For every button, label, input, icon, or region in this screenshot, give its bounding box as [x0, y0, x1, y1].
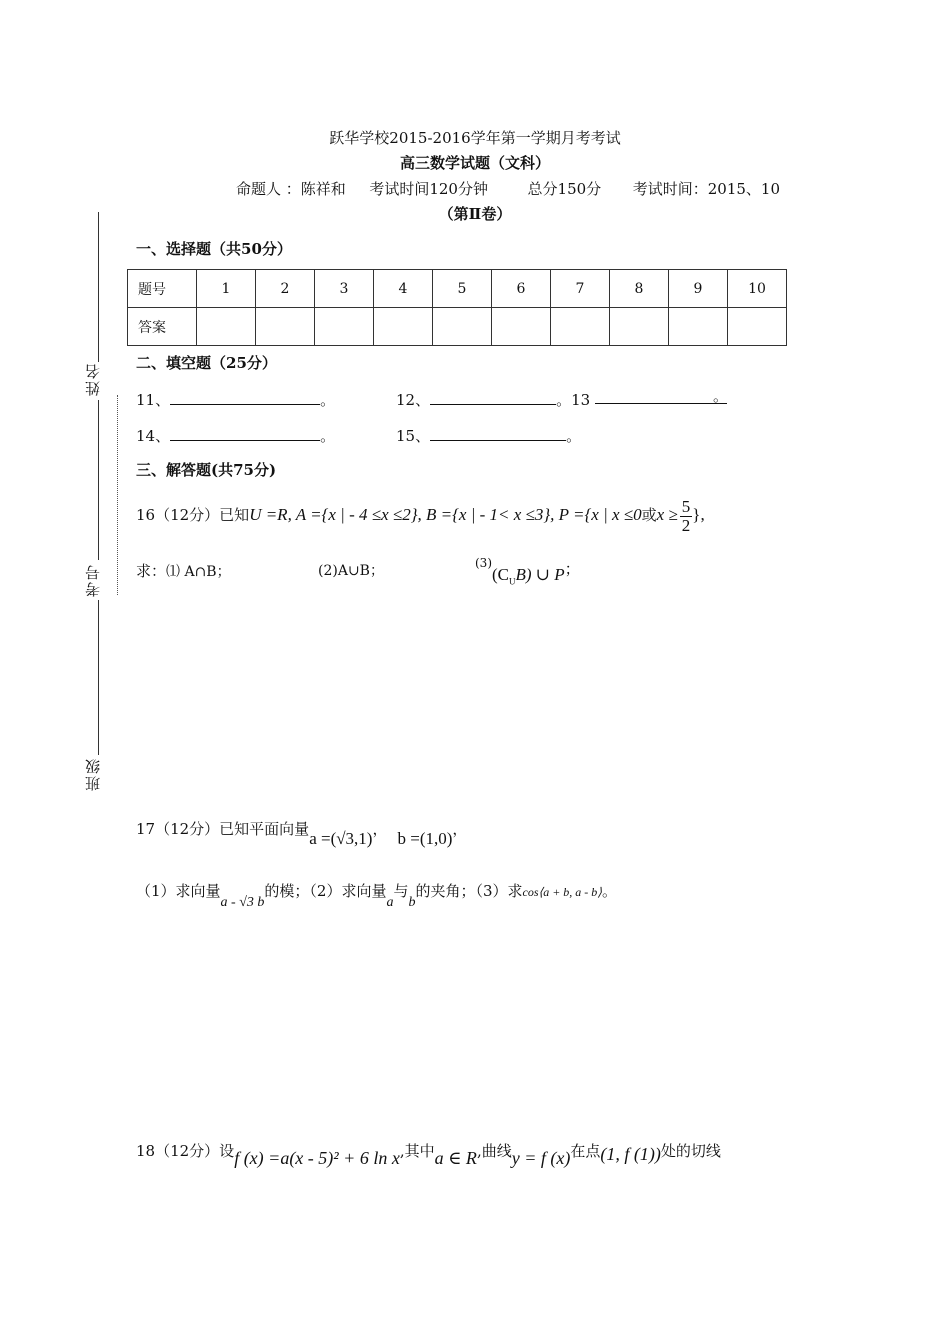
q16-part3-expr: [492, 565, 565, 587]
question-17: [136, 818, 468, 848]
q16-expr-rest: B) ∪ P: [515, 565, 565, 584]
question-number: 6: [492, 270, 551, 308]
answer-cell[interactable]: [433, 308, 492, 346]
q18-prefix: 18（12分）设: [136, 1142, 235, 1160]
q17-part1-end: 的模；（2）求向量: [264, 882, 387, 900]
q17-parts: [136, 880, 617, 910]
q17-cos-expr: cos⟨a + b, a - b⟩: [522, 885, 602, 899]
table-row: [128, 308, 787, 346]
answer-cell[interactable]: [551, 308, 610, 346]
section2-heading: 二、填空题（25分）: [136, 354, 277, 372]
fill-q14: [136, 425, 335, 446]
q17-part1-expr: a - √3 b: [220, 895, 265, 910]
q12-blank[interactable]: [430, 390, 556, 405]
exam-meta: [236, 178, 780, 199]
question-number: 8: [610, 270, 669, 308]
q16-part3-end: ；: [564, 560, 580, 578]
q17-end: 。: [601, 882, 617, 900]
binding-line-top: [98, 212, 99, 362]
answer-table: [127, 269, 787, 346]
q17-b-symbol: b: [408, 895, 416, 910]
q16-close: },: [692, 505, 705, 524]
q16-ask-line: [136, 560, 231, 581]
question-number: 5: [433, 270, 492, 308]
exam-no-label: 考号: [84, 563, 102, 597]
q11-blank[interactable]: [170, 390, 320, 405]
period: 。: [712, 387, 728, 405]
name-label: 姓名: [84, 362, 102, 396]
q18-end: 处的切线: [660, 1142, 721, 1160]
q16-sets: U =R, A ={x | - 4 ≤x ≤2}, B ={x | - 1< x ≤3}, P ={x | x ≤0: [249, 505, 642, 524]
q16-part3: [475, 556, 580, 587]
question-number: 7: [551, 270, 610, 308]
meta-date: 考试时间：2015、10: [632, 180, 781, 198]
q15-label: 15、: [396, 427, 431, 445]
q18-curve: ,曲线: [476, 1142, 512, 1160]
fill-q12-q13: [396, 389, 727, 410]
q18-mid: ,其中: [399, 1142, 435, 1160]
answer-cell[interactable]: [669, 308, 728, 346]
answer-cell[interactable]: [728, 308, 787, 346]
question-16: [136, 497, 705, 535]
q16-frac-num: 5: [681, 496, 691, 516]
class-label: 班级: [84, 757, 102, 791]
q13-blank[interactable]: [595, 389, 727, 404]
q14-blank[interactable]: [170, 426, 320, 441]
q12-label: 12、: [396, 391, 431, 409]
exam-no-write-line: [98, 600, 99, 755]
q16-part2: (2)A∪B；: [318, 563, 384, 579]
q15-blank[interactable]: [430, 426, 566, 441]
q16-part3-num: (3): [475, 556, 492, 570]
meta-total: 总分150分: [527, 180, 602, 198]
q16-prefix: 16（12分）已知: [136, 506, 250, 524]
period: 。: [320, 427, 336, 445]
question-number: 10: [728, 270, 787, 308]
period: 。: [566, 427, 582, 445]
fill-q15: [396, 425, 581, 446]
q16-frac-den: 2: [681, 515, 691, 535]
q17-comma: ，: [372, 820, 388, 838]
question-number: 1: [197, 270, 256, 308]
q16-ask: 求：: [136, 562, 167, 580]
q16-complement: (C: [492, 565, 509, 584]
meta-duration: 考试时间120分钟: [369, 180, 488, 198]
section1-heading: 一、选择题（共50分）: [136, 240, 292, 258]
question-18: [136, 1140, 721, 1168]
volume-label: （第Ⅱ卷）: [438, 205, 512, 223]
answer-cell[interactable]: [374, 308, 433, 346]
page-title: 高三数学试题（文科）: [399, 154, 550, 172]
answer-cell[interactable]: [610, 308, 669, 346]
period: 。: [320, 391, 336, 409]
answer-cell[interactable]: [197, 308, 256, 346]
meta-author: 命题人 ：陈祥和: [236, 180, 346, 198]
q18-point: 在点: [570, 1142, 601, 1160]
q17-vector-a: a =(√3,1): [309, 829, 373, 848]
q17-vector-b: b =(1,0): [397, 829, 453, 848]
q14-label: 14、: [136, 427, 171, 445]
q18-a-in-r: a ∈ R: [434, 1148, 477, 1168]
q17-a-symbol: a: [386, 895, 394, 910]
q17-comma: ，: [452, 820, 468, 838]
answer-cell[interactable]: [315, 308, 374, 346]
question-number: 2: [256, 270, 315, 308]
q11-label: 11、: [136, 391, 171, 409]
q16-fraction: [680, 498, 693, 535]
answer-cell[interactable]: [492, 308, 551, 346]
q16-or: 或: [641, 506, 657, 524]
q17-prefix: 17（12分）已知平面向量: [136, 820, 310, 838]
q17-part1: （1）求向量: [136, 882, 221, 900]
question-number: 9: [669, 270, 728, 308]
q18-curve-eq: y = f (x): [511, 1148, 571, 1168]
q16-part1: ⑴ A∩B；: [166, 564, 231, 580]
q17-part2-end: 的夹角；（3）求: [415, 882, 523, 900]
question-number: 3: [315, 270, 374, 308]
q18-function: f (x) =a(x - 5)² + 6 ln x: [234, 1148, 400, 1168]
q17-with: 与: [393, 882, 409, 900]
answer-cell[interactable]: [256, 308, 315, 346]
section3-heading: 三、解答题(共75分): [136, 461, 277, 479]
q16-x: x ≥: [656, 505, 678, 524]
q13-label: 。13: [556, 391, 591, 409]
table-row: [128, 270, 787, 308]
q18-point-coords: (1, f (1)): [600, 1144, 661, 1164]
table-header-label: 题号: [128, 270, 197, 308]
q16-sub-u: U: [509, 576, 516, 587]
question-number: 4: [374, 270, 433, 308]
binding-dotted-line: [117, 395, 118, 595]
school-line: 跃华学校2015-2016学年第一学期月考考试: [329, 129, 621, 147]
fill-q11: [136, 389, 335, 410]
name-write-line: [98, 400, 99, 560]
answer-row-label: 答案: [128, 308, 197, 346]
